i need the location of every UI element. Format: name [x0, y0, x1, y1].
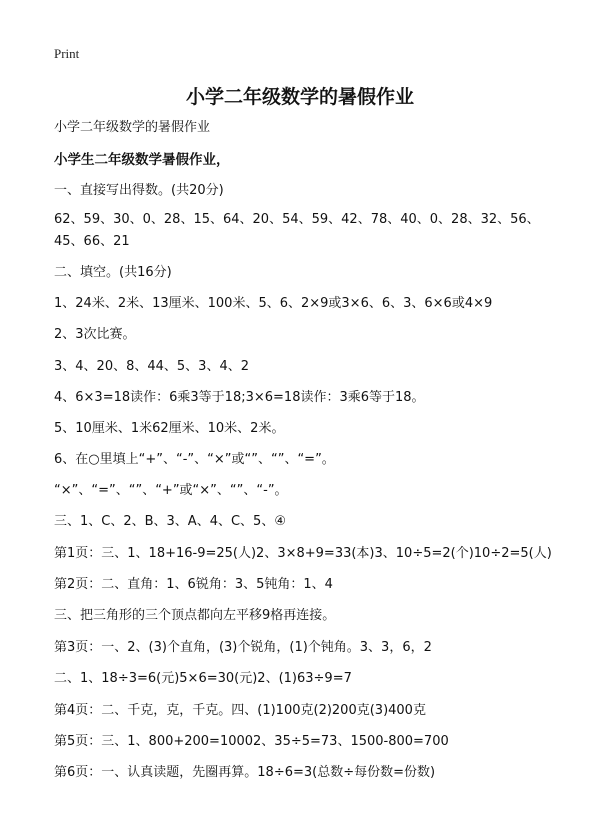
answer-line-1: 62、59、30、0、28、15、64、20、54、59、42、78、40、0、28、32、56、45、66、21	[54, 212, 540, 249]
answer-line-14: 二、1、18÷3=6(元)5×6=30(元)2、(1)63÷9=7	[54, 671, 352, 686]
print-link[interactable]: Print	[54, 46, 80, 61]
answer-line-3: 2、3次比赛。	[54, 327, 136, 342]
answer-line-6: 5、10厘米、1米62厘米、10米、2米。	[54, 421, 285, 436]
answer-line-7: 6、在○里填上“+”、“-”、“×”或“”、“”、“=”。	[54, 452, 335, 467]
page-title: 小学二年级数学的暑假作业	[185, 86, 414, 108]
question-heading-2: 二、填空。(共16分)	[54, 265, 172, 280]
section-heading: 小学生二年级数学暑假作业，	[54, 152, 230, 168]
answer-line-17: 第6页：一、认真读题，先圈再算。18÷6=3(总数÷每份数=份数)	[54, 765, 436, 780]
answer-line-2: 1、24米、2米、13厘米、100米、5、6、2×9或3×6、6、3、6×6或4×9	[54, 296, 493, 311]
answer-line-9: 三、1、C、2、B、3、A、4、C、5、④	[54, 514, 286, 529]
answer-line-4: 3、4、20、8、44、5、3、4、2	[54, 359, 249, 374]
answer-line-16: 第5页：三、1、800+200=10002、35÷5=73、1500-800=700	[54, 734, 449, 749]
answer-line-5: 4、6×3=18读作：6乘3等于18;3×6=18读作：3乘6等于18。	[54, 390, 425, 405]
question-heading-1: 一、直接写出得数。(共20分)	[54, 183, 224, 198]
subtitle: 小学二年级数学的暑假作业	[54, 120, 211, 135]
answer-line-8: “×”、“=”、“”、“+”或“×”、“”、“-”。	[54, 483, 288, 498]
answer-line-13: 第3页：一、2、(3)个直角，(3)个锐角，(1)个钝角。3、3，6，2	[54, 640, 432, 655]
answer-line-12: 三、把三角形的三个顶点都向左平移9格再连接。	[54, 608, 336, 623]
answer-line-15: 第4页：二、千克，克，千克。四、(1)100克(2)200克(3)400克	[54, 703, 426, 718]
answer-line-10: 第1页：三、1、18+16-9=25(人)2、3×8+9=33(本)3、10÷5=2(个)10÷2=5(人)	[54, 546, 552, 561]
answer-line-11: 第2页：二、直角：1、6锐角：3、5钝角：1、4	[54, 577, 333, 592]
